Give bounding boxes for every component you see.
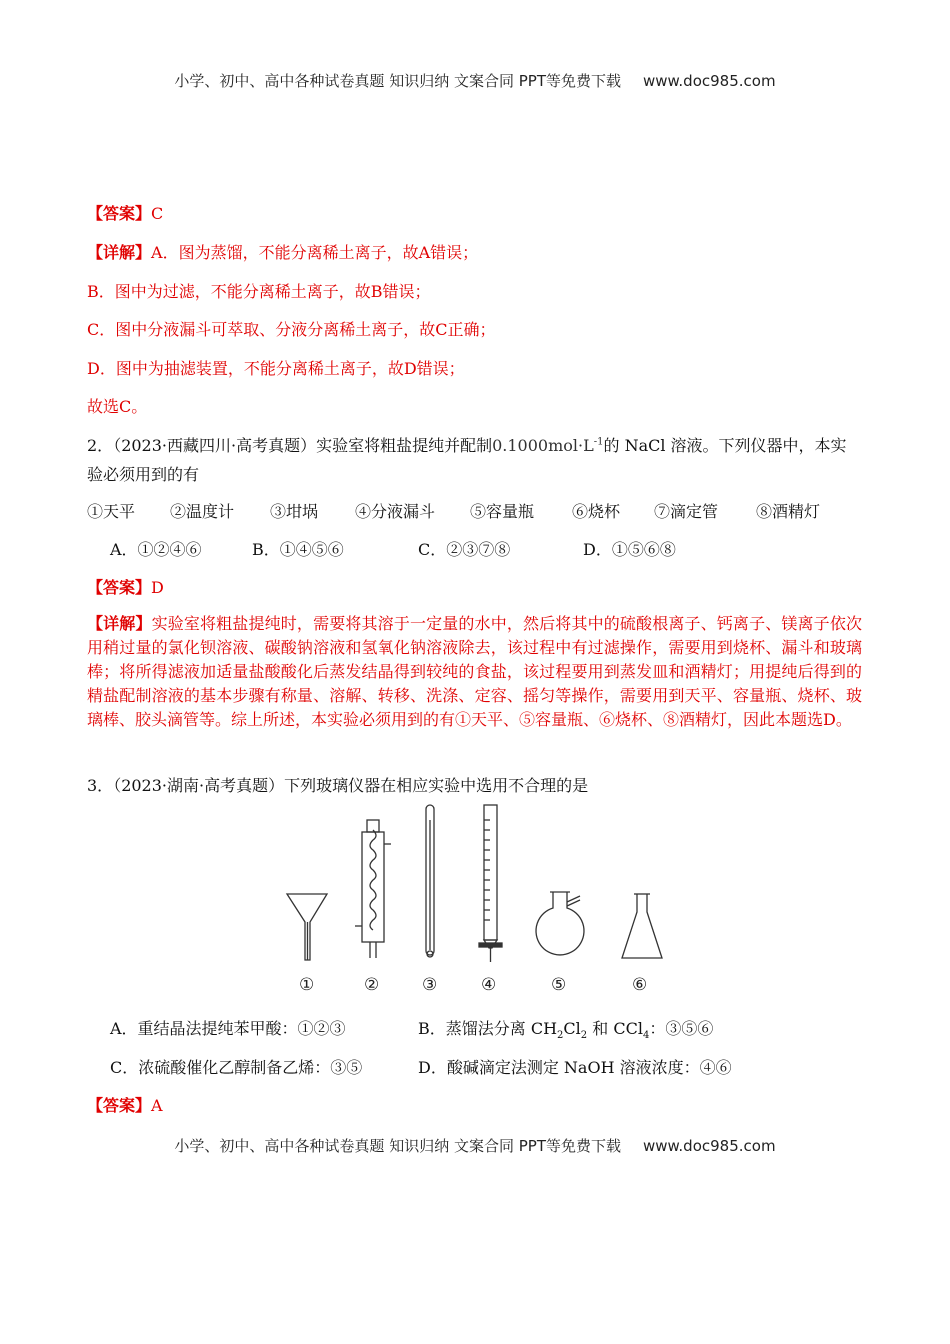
header-text: 小学、初中、高中各种试卷真题 知识归纳 文案合同 PPT等免费下载 — [174, 72, 621, 90]
option-d: D．①⑤⑥⑧ — [583, 540, 676, 559]
option-c: C．②③⑦⑧ — [418, 540, 511, 559]
erlenmeyer-flask-icon — [622, 894, 662, 958]
q1-detail-a — [87, 240, 478, 263]
q2-answer — [87, 575, 164, 598]
opt-text: Cl — [563, 1019, 581, 1038]
opt-text: ：③⑤⑥ — [649, 1019, 714, 1038]
question-source: （2023·湖南·高考真题） — [113, 776, 285, 795]
answer-value: A — [151, 1096, 163, 1115]
question-number: 2． — [87, 436, 114, 455]
page-footer — [0, 1135, 950, 1156]
option-a: A．重结晶法提纯苯甲酸：①②③ — [110, 1019, 346, 1038]
fig-label: ③ — [422, 975, 438, 995]
item: ⑧酒精灯 — [756, 502, 821, 521]
q1-detail-d: D．图中为抽滤装置，不能分离稀土离子，故D错误； — [87, 359, 465, 378]
detail-tag: 【详解】 — [87, 614, 152, 633]
item: ⑦滴定管 — [654, 502, 719, 521]
thermometer-icon — [426, 805, 434, 957]
detail-tag: 【详解】 — [87, 243, 152, 262]
opt-text: 和 CCl — [587, 1019, 643, 1038]
q1-answer — [87, 201, 163, 224]
answer-value: C — [151, 204, 164, 223]
header-site[interactable]: www.doc985.com — [642, 72, 776, 90]
stem-text: 实验室将粗盐提纯并配制 — [316, 436, 493, 455]
option-a: A．①②④⑥ — [110, 540, 202, 559]
funnel-icon — [287, 894, 327, 960]
fig-label: ② — [364, 975, 380, 995]
page-header — [0, 70, 950, 91]
fig-label: ④ — [481, 975, 497, 995]
item: ②温度计 — [170, 502, 235, 521]
detail-text: 实验室将粗盐提纯时，需要将其溶于一定量的水中，然后将其中的硫酸根离子、钙离子、镁离子依次用稍过量的氯化钡溶液、碳酸钠溶液和氢氧化钠溶液除去，该过程中有过滤操作，需要用到烧杯、漏斗和玻璃棒；将所得滤液加适量盐酸酸化后蒸发结晶得到较纯的食盐，该过程要用到蒸发皿和酒精灯；用提纯后得到的精盐配制溶液的基本步骤有称量、溶解、转移、洗涤、定容、摇匀等操作，需要用到天平、容量瓶、烧杯、玻璃棒、胶头滴管等。综上所述，本实验必须用到的有①天平、⑤容量瓶、⑥烧杯、⑧酒精灯，因此本题选D。 — [87, 614, 862, 729]
item: ④分液漏斗 — [355, 502, 436, 521]
question-number: 3． — [87, 776, 114, 795]
answer-tag: 【答案】 — [87, 1096, 152, 1115]
item: ⑤容量瓶 — [470, 502, 535, 521]
question-source: （2023·西藏四川·高考真题） — [113, 436, 317, 455]
answer-tag: 【答案】 — [87, 578, 152, 597]
answer-tag: 【答案】 — [87, 204, 152, 223]
option-c: C．浓硫酸催化乙醇制备乙烯：③⑤ — [110, 1058, 363, 1077]
concentration — [492, 436, 603, 455]
q3-stem — [87, 773, 588, 796]
q1-detail-c: C．图中分液漏斗可萃取、分液分离稀土离子，故C正确； — [87, 320, 496, 339]
glassware-figure — [270, 800, 690, 1000]
q2-stem-line1 — [87, 433, 847, 456]
footer-site[interactable]: www.doc985.com — [642, 1137, 776, 1155]
fig-label: ⑥ — [632, 975, 648, 995]
conc-text: 0.1000mol·L — [492, 436, 594, 455]
condenser-icon — [355, 820, 391, 958]
q1-conclusion: 故选C。 — [87, 397, 148, 416]
q1-detail-b: B．图中为过滤，不能分离稀土离子，故B错误； — [87, 282, 431, 301]
item: ③坩埚 — [270, 502, 319, 521]
conc-sup: -1 — [593, 436, 604, 448]
opt-sub: 4 — [642, 1030, 650, 1042]
q2-stem-line2: 验必须用到的有 — [87, 465, 200, 484]
opt-sub: 2 — [580, 1030, 588, 1042]
opt-text: B．蒸馏法分离 CH — [418, 1019, 558, 1038]
answer-value: D — [151, 578, 164, 597]
option-b — [418, 1016, 713, 1041]
burette-icon — [479, 805, 502, 962]
fig-label: ① — [299, 975, 315, 995]
distillation-flask-icon — [536, 892, 584, 955]
stem-text: 下列玻璃仪器在相应实验中选用不合理的是 — [284, 776, 589, 795]
stem-text: 的 NaCl 溶液。下列仪器中，本实 — [603, 436, 847, 455]
option-b: B．①④⑤⑥ — [252, 540, 344, 559]
fig-label: ⑤ — [551, 975, 567, 995]
q3-answer — [87, 1093, 163, 1116]
opt-sub: 2 — [557, 1030, 564, 1042]
q2-detail — [87, 612, 862, 732]
item: ⑥烧杯 — [572, 502, 621, 521]
option-d: D．酸碱滴定法测定 NaOH 溶液浓度：④⑥ — [418, 1058, 732, 1077]
item: ①天平 — [87, 502, 136, 521]
detail-line: A．图为蒸馏，不能分离稀土离子，故A错误； — [151, 243, 479, 262]
footer-text: 小学、初中、高中各种试卷真题 知识归纳 文案合同 PPT等免费下载 — [174, 1137, 621, 1155]
